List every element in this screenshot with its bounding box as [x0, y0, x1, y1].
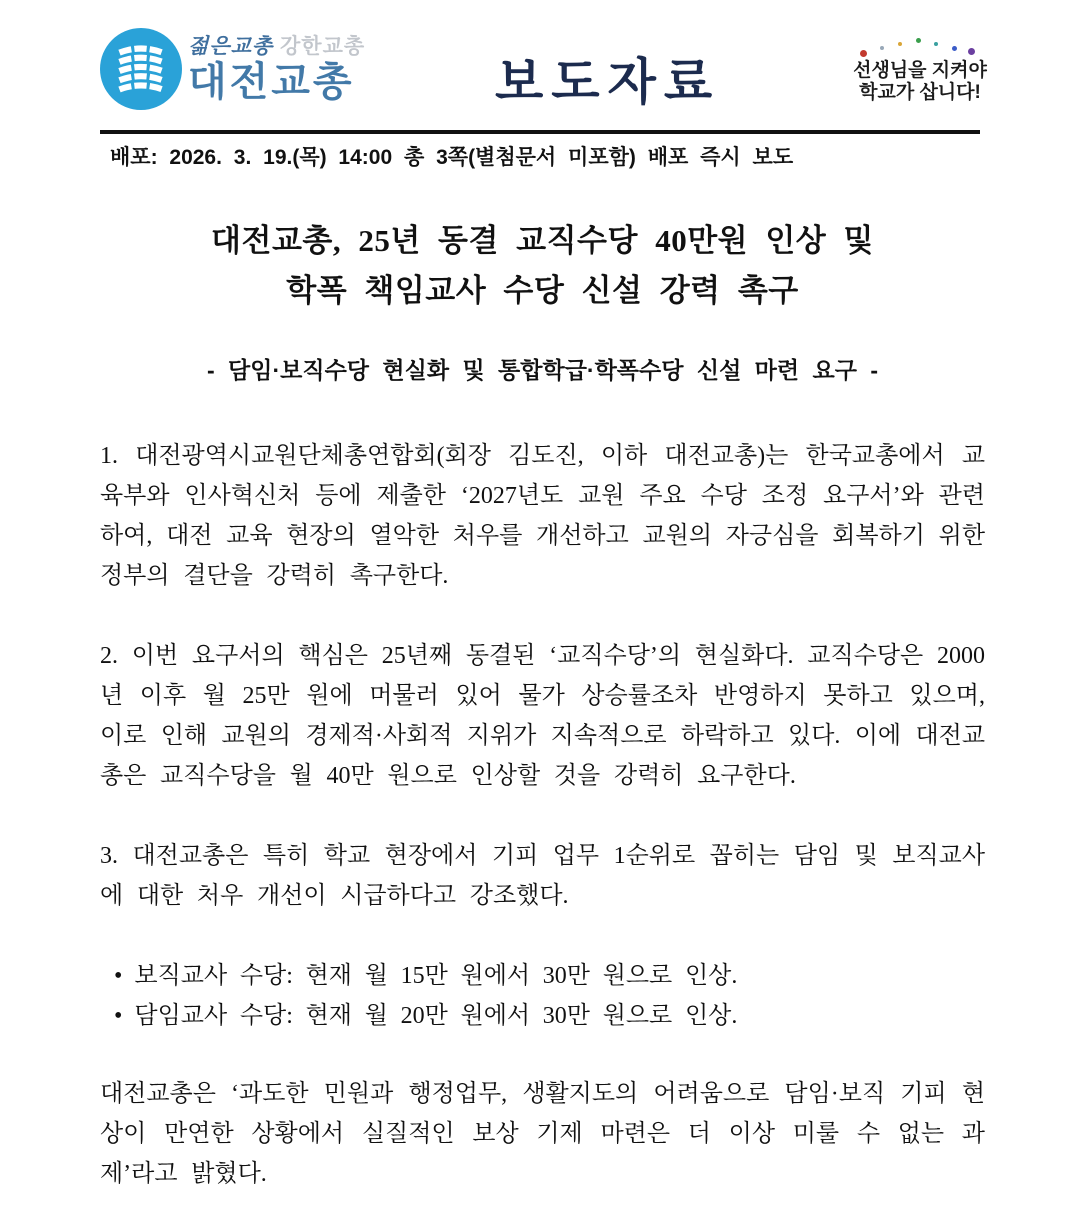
press-body — [100, 436, 985, 1214]
body-paragraph-4: 대전교총은 ‘과도한 민원과 행정업무, 생활지도의 어려움으로 담임·보직 기피 현상이 만연한 상황에서 실질적인 보상 기제 마련은 더 이상 미룰 수 없는 과제’라고 밝혔다. — [100, 1081, 985, 1187]
slogan-line1: 선생님을 지켜야 — [853, 60, 987, 81]
body-paragraph-2: 2. 이번 요구서의 핵심은 25년째 동결된 ‘교직수당’의 현실화다. 교직수당은 2000년 이후 월 25만 원에 머물러 있어 물가 상승률조차 반영하지 못하고 있으며, 이로 인해 교원의 경제적·사회적 지위가 지속적으로 하락하고 있다. 이에 대전교총은 교직수당을 월 40만 원으로 인상할 것을 강력히 요구한다. — [100, 643, 985, 789]
list-item — [114, 996, 985, 1036]
header — [100, 20, 990, 125]
bullet-icon: • — [114, 1003, 123, 1029]
slogan-dots-icon — [858, 38, 982, 58]
org-tagline-script: 젊은교총 — [188, 35, 274, 58]
slogan-block — [850, 38, 990, 104]
header-divider — [100, 130, 980, 134]
press-subtitle: - 담임·보직수당 현실화 및 통합학급·학폭수당 신설 마련 요구 - — [207, 357, 878, 383]
distribution-info: 배포: 2026. 3. 19.(목) 14:00 총 3쪽(별첨문서 미포함) 배포 즉시 보도 — [110, 146, 794, 169]
press-title-line2: 학폭 책임교사 수당 신설 강력 촉구 — [286, 273, 799, 308]
allowance-bullet-list — [100, 956, 985, 1036]
org-logo-text — [188, 36, 365, 102]
org-name: 대전교총 — [188, 60, 355, 104]
body-paragraph-3: 3. 대전교총은 특히 학교 현장에서 기피 업무 1순위로 꼽히는 담임 및 보직교사에 대한 처우 개선이 시급하다고 강조했다. — [100, 843, 985, 909]
org-logo — [100, 28, 365, 110]
bullet-icon: • — [114, 963, 123, 989]
press-title-line1: 대전교총, 25년 동결 교직수당 40만원 인상 및 — [211, 223, 874, 258]
list-item — [114, 956, 985, 996]
body-paragraph-1: 1. 대전광역시교원단체총연합회(회장 김도진, 이하 대전교총)는 한국교총에서 교육부와 인사혁신처 등에 제출한 ‘2027년도 교원 주요 수당 조정 요구서’와 관련하여, 대전 교육 현장의 열악한 처우를 개선하고 교원의 자긍심을 회복하기 위한 정부의 결단을 강력히 촉구한다. — [100, 443, 985, 589]
org-logo-icon — [100, 28, 182, 110]
org-tagline — [188, 36, 365, 57]
bullet-text-2: 담임교사 수당: 현재 월 20만 원에서 30만 원으로 인상. — [134, 1003, 738, 1029]
org-tagline-gray: 강한교총 — [280, 35, 366, 58]
press-title — [100, 216, 985, 316]
bullet-text-1: 보직교사 수당: 현재 월 15만 원에서 30만 원으로 인상. — [134, 963, 738, 989]
document-type-title: 보도자료 — [494, 54, 721, 110]
slogan-line2: 학교가 삽니다! — [859, 81, 981, 103]
